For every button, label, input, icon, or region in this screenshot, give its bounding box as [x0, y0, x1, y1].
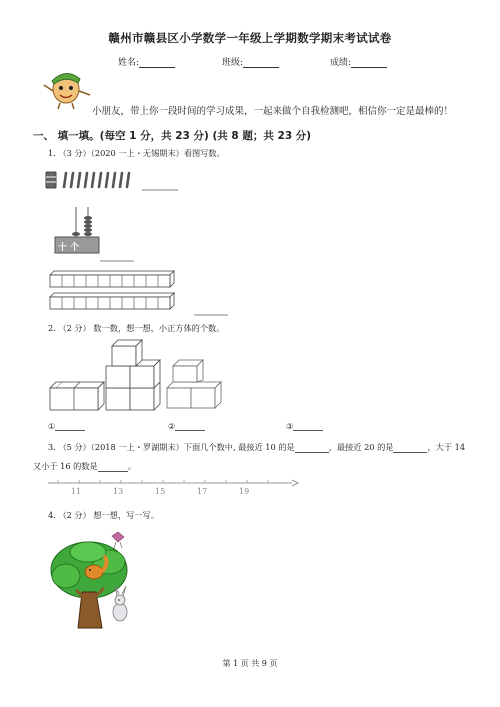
number-line — [48, 478, 298, 500]
q2-answer-2[interactable] — [168, 421, 205, 431]
class-field[interactable] — [222, 55, 279, 68]
q2-answer-1-marker: ① — [48, 421, 56, 431]
q3-text-a: 3. （5 分）（2018 一上・罗湖期末）下面几个数中, 最接近 10 的是 — [48, 442, 295, 452]
score-label: 成绩: — [330, 58, 352, 68]
q2-answer-1[interactable] — [48, 421, 85, 431]
mascot-illustration — [40, 65, 95, 110]
class-blank[interactable] — [243, 57, 279, 68]
section-heading: 一、 填一填。(每空 1 分，共 23 分) (共 8 题；共 23 分) — [33, 130, 312, 142]
q3-blank-3[interactable] — [98, 462, 128, 472]
question-3-line-1 — [48, 442, 465, 453]
cube-figure-2 — [104, 340, 162, 412]
number-19: 19 — [239, 487, 250, 496]
q3-text-e: 。 — [127, 461, 136, 471]
sticks-bundle-picture — [44, 170, 184, 190]
number-11: 11 — [71, 487, 82, 496]
q2-answer-3[interactable] — [286, 421, 323, 431]
cube-figure-1 — [48, 378, 106, 414]
number-13: 13 — [113, 487, 124, 496]
q3-text-b: ，最接近 20 的是 — [328, 442, 394, 452]
q2-answer-1-blank[interactable] — [55, 421, 85, 431]
name-label: 姓名: — [118, 58, 140, 68]
name-blank[interactable] — [139, 57, 175, 68]
q3-blank-1[interactable] — [295, 443, 329, 453]
q2-answer-3-marker: ③ — [286, 421, 294, 431]
abacus-place-labels: 十 个 — [58, 243, 80, 253]
score-field[interactable] — [330, 55, 387, 68]
cube-figure-3 — [165, 358, 223, 410]
q3-text-c: ，大于 14 — [427, 442, 466, 452]
number-15: 15 — [155, 487, 166, 496]
page-footer: 第 1 页 共 9 页 — [222, 659, 278, 668]
name-field[interactable] — [118, 55, 175, 68]
tree-animals-illustration — [44, 528, 144, 638]
class-label: 班级: — [222, 58, 244, 68]
page-title: 赣州市赣县区小学数学一年级上学期数学期末考试试卷 — [108, 31, 392, 45]
q2-answer-2-blank[interactable] — [175, 421, 205, 431]
number-17: 17 — [197, 487, 208, 496]
question-3-line-2 — [33, 461, 136, 472]
q2-answer-2-marker: ② — [168, 421, 176, 431]
intro-text: 小朋友，带上你一段时间的学习成果，一起来做个自我检测吧，相信你一定是最棒的！ — [92, 106, 454, 117]
q3-blank-2[interactable] — [393, 443, 427, 453]
question-2: 2. （2 分） 数一数，想一想，小正方体的个数。 — [48, 323, 225, 333]
score-blank[interactable] — [351, 57, 387, 68]
q3-text-d: 又小于 16 的数是 — [33, 461, 98, 471]
question-4: 4. （2 分） 想一想，写一写。 — [48, 510, 159, 520]
question-1: 1. （3 分）（2020 一上・无锡期末）看图写数。 — [48, 148, 225, 158]
q2-answer-3-blank[interactable] — [293, 421, 323, 431]
cube-rows-picture — [48, 269, 228, 319]
